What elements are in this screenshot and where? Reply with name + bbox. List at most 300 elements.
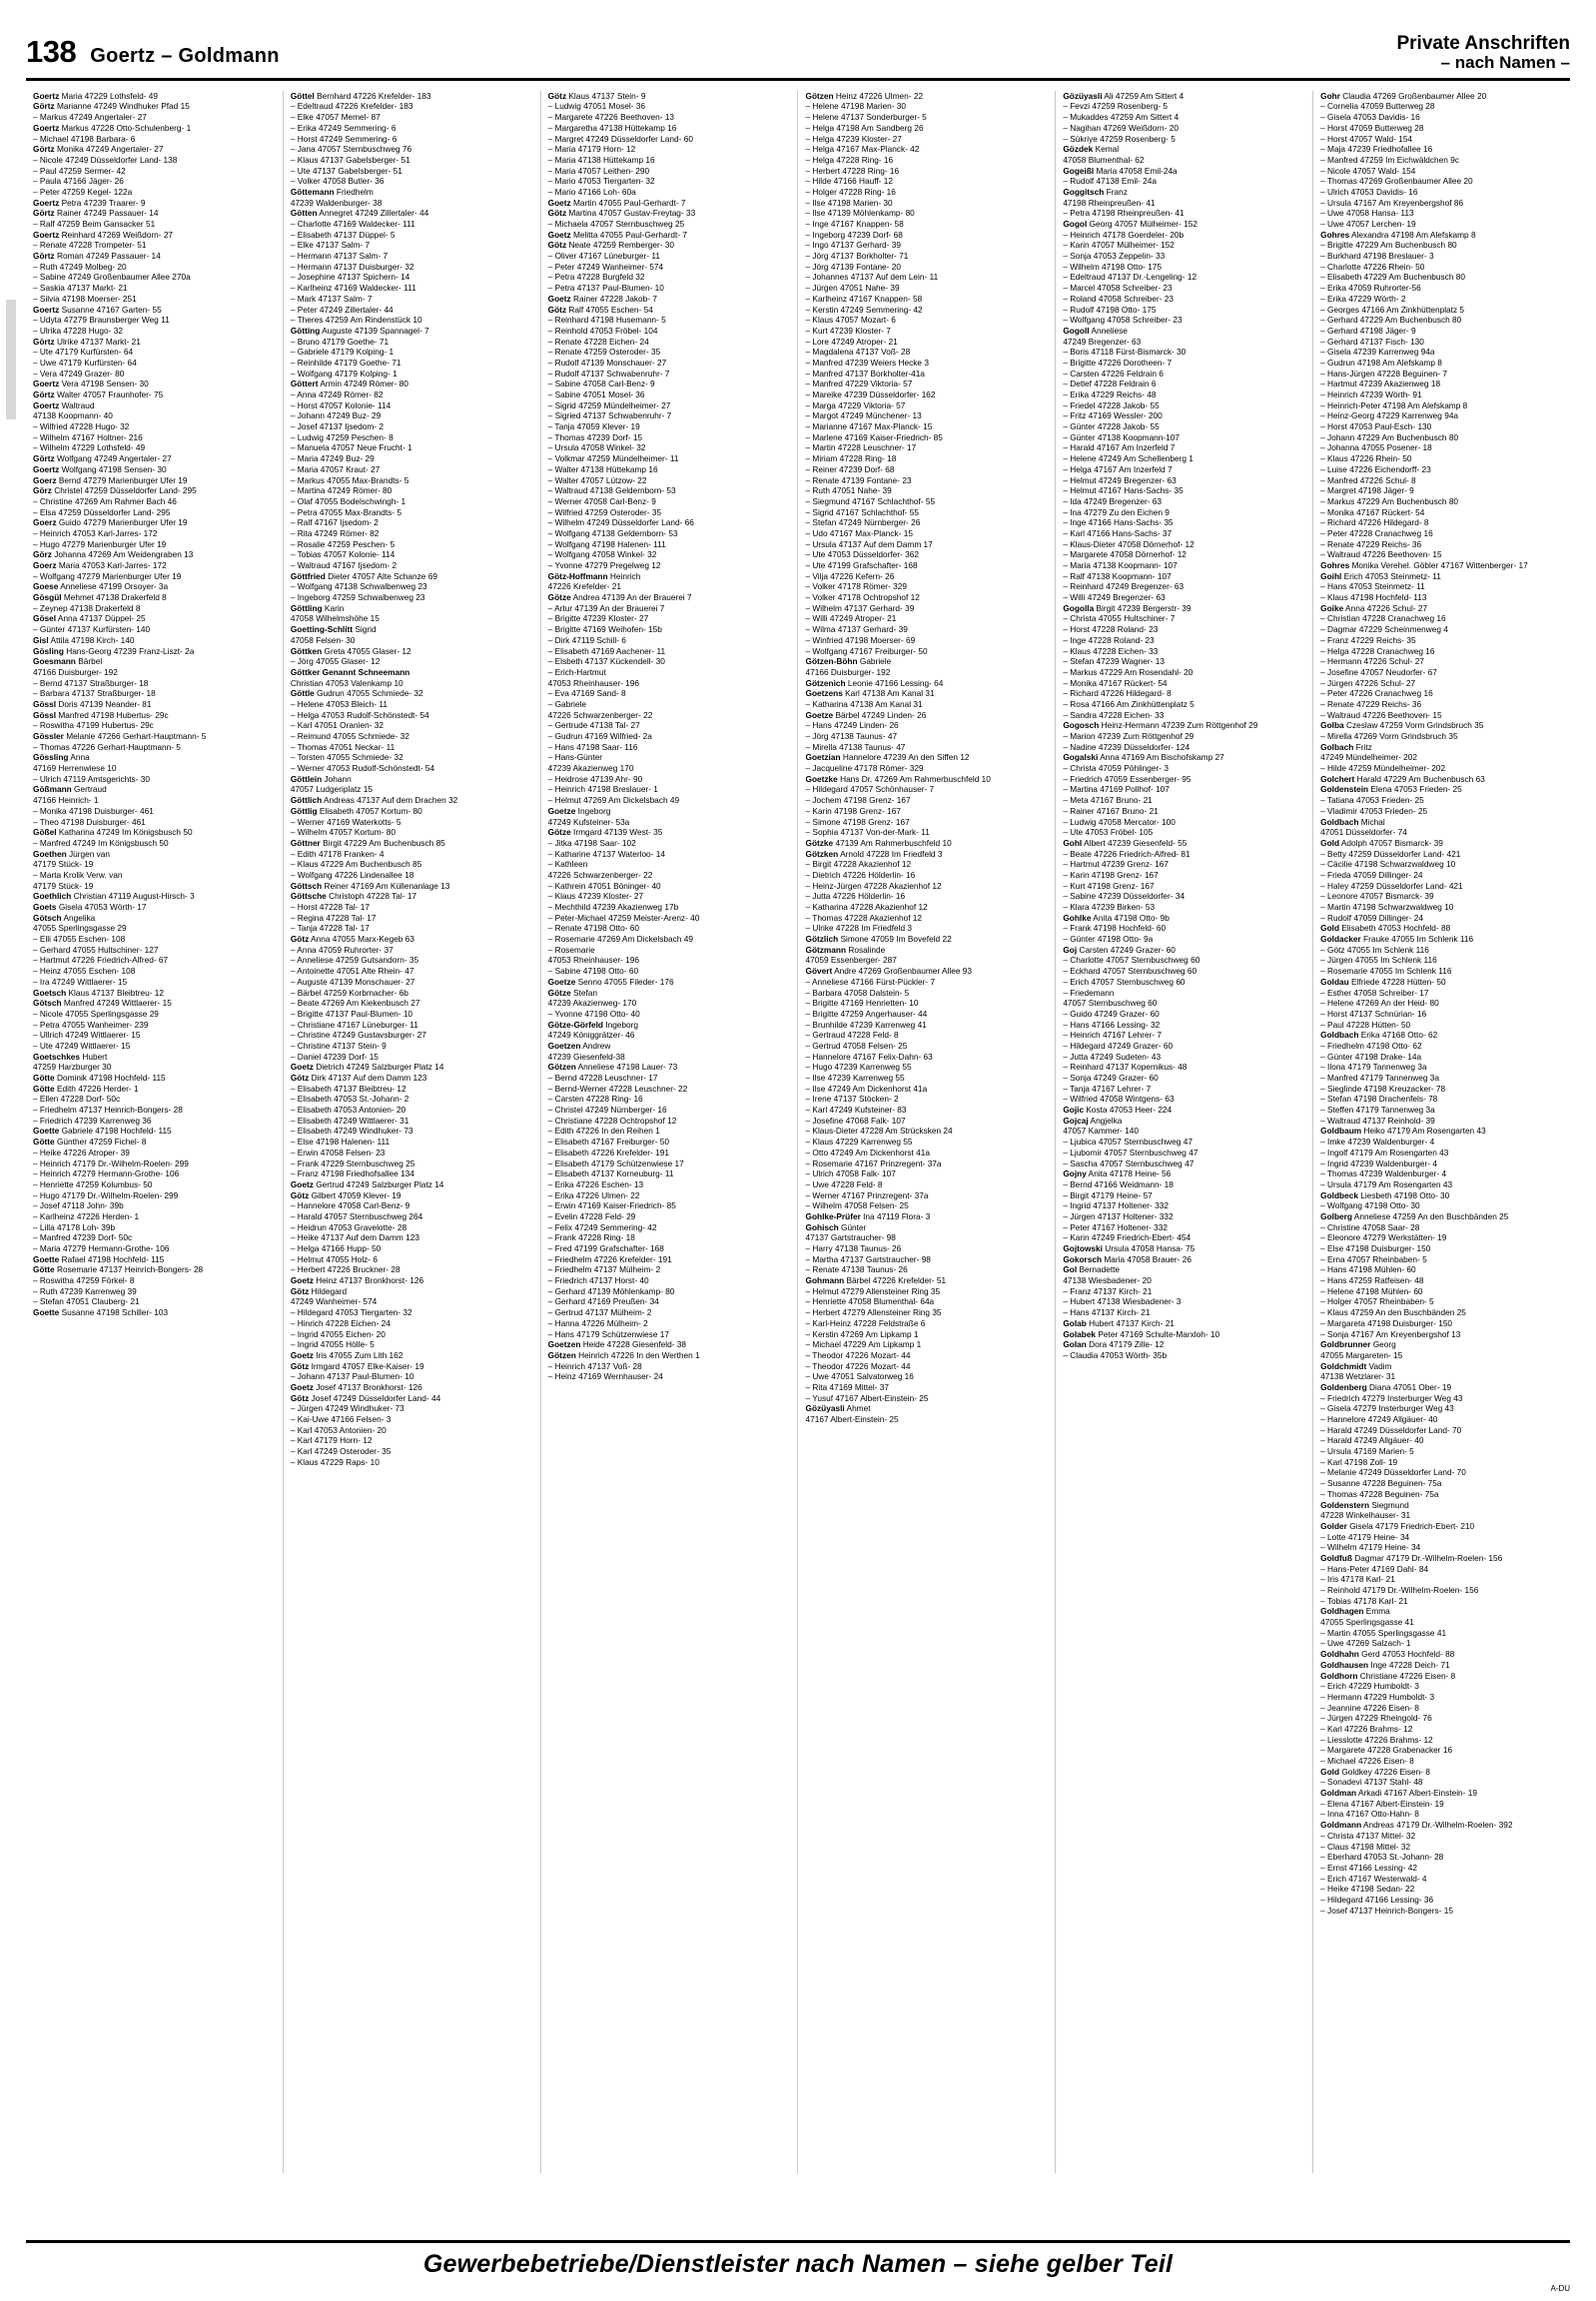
directory-entry: – Christine 47058 Saar- 28 [1320, 1221, 1420, 1232]
directory-entry: 47051 Düsseldorfer- 74 [1320, 827, 1407, 838]
directory-entry: – Tanja 47167 Lehrer- 7 [1063, 1083, 1152, 1094]
directory-entry: – Reinhard 47137 Kopernikus- 48 [1063, 1062, 1188, 1073]
directory-entry: – Nagihan 47269 Weißdorn- 20 [1063, 122, 1179, 133]
directory-entry: – Klaus 47198 Hochfeld- 113 [1320, 592, 1427, 603]
directory-entry: – Edith 47178 Franken- 4 [290, 848, 385, 859]
directory-entry: Gojny Anita 47178 Heine- 56 [1063, 1168, 1172, 1179]
directory-entry: Goertz Maria 47229 Lothsfeld- 49 [33, 90, 158, 101]
directory-entry: – Renate 47198 Otto- 60 [547, 923, 639, 934]
directory-entry: Gisl Attila 47198 Kirch- 140 [33, 634, 135, 645]
directory-entry: Gol Bernadette [1063, 1264, 1121, 1275]
directory-entry: – Helene 47137 Sonderburger- 5 [805, 112, 927, 123]
directory-entry: Goethlich Christian 47119 August-Hirsch- 3 [33, 891, 195, 902]
directory-entry: – Jürgen 47249 Windhuker- 73 [290, 1403, 404, 1414]
directory-entry: – Wolfgang 47138 Schwalbenweg 23 [290, 581, 427, 592]
directory-entry: – Jürgen 47229 Rheingold- 76 [1320, 1713, 1432, 1724]
directory-entry: – Wilhelm 47058 Felsen- 25 [805, 1200, 909, 1211]
directory-entry: – Maria 47057 Leithen- 290 [547, 165, 650, 176]
directory-entry: – Franz 47198 Friedhofsallee 134 [290, 1168, 414, 1179]
directory-entry: Gözdek Kemal [1063, 144, 1120, 155]
directory-entry: Göttner Birgit 47229 Am Buchenbusch 85 [290, 837, 445, 848]
directory-entry: Götsch Angelika [33, 912, 96, 923]
directory-entry: Göttle Gudrun 47055 Schmiede- 32 [290, 688, 423, 699]
directory-entry: Goetz Heinz 47137 Bronkhorst- 126 [290, 1275, 424, 1286]
directory-entry: – Thomas 47051 Neckar- 11 [290, 741, 396, 752]
directory-entry: – Martin 47198 Schwarzwaldweg 10 [1320, 902, 1454, 913]
directory-entry: – Jochem 47198 Grenz- 167 [805, 795, 911, 806]
directory-entry: – Anneliese 47259 Gutsandorn- 35 [290, 955, 419, 966]
directory-entry: – Karin 47198 Grenz- 167 [1063, 869, 1159, 880]
directory-entry: 47166 Duisburger- 192 [805, 666, 891, 677]
directory-entry: – Hermann 47229 Humboldt- 3 [1320, 1691, 1435, 1702]
directory-entry: – Waltraud 47137 Reinhold- 39 [1320, 1115, 1435, 1126]
directory-entry: – Tobias 47178 Karl- 21 [1320, 1595, 1408, 1606]
directory-entry: – Johann 47249 Buz- 29 [290, 410, 382, 421]
directory-entry: – Christa 47055 Hultschiner- 7 [1063, 613, 1176, 624]
directory-entry: Gößmann Gertraud [33, 784, 107, 795]
directory-entry: – Margret 47249 Düsseldorfer Land- 60 [547, 133, 693, 144]
directory-entry: – Birgit 47179 Heine- 57 [1063, 1189, 1153, 1200]
directory-entry: Goetzian Hannelore 47239 An den Siffen 12 [805, 752, 970, 763]
directory-entry: – Heike 47137 Auf dem Damm 123 [290, 1232, 419, 1243]
directory-entry: – Josef 47118 John- 39b [33, 1200, 124, 1211]
footer-code: A-DU [1550, 2284, 1570, 2293]
directory-entry: – Brigitte 47239 Kloster- 27 [547, 613, 649, 624]
directory-entry: – Helmut 47055 Holz- 6 [290, 1253, 378, 1264]
directory-entry: – Hartmut 47239 Akazienweg 18 [1320, 379, 1441, 389]
directory-entry: – Winfried 47198 Moerser- 69 [805, 634, 916, 645]
directory-entry: – Rudolf 47137 Schwabenruhr- 7 [547, 368, 670, 379]
directory-entry: Goetz Dietrich 47249 Salzburger Platz 14 [290, 1062, 444, 1073]
header-right [1396, 34, 1570, 72]
directory-entry: – Volkmar 47259 Mündelheimer- 11 [547, 453, 679, 464]
directory-entry: – Hans 47198 Saar- 116 [547, 741, 638, 752]
directory-entry: Goertz Reinhard 47269 Weißdorn- 27 [33, 229, 174, 240]
directory-entry: – Udyta 47279 Braunsberger Weg 11 [33, 315, 170, 326]
directory-entry: Göttemann Friedhelm [290, 186, 374, 197]
directory-entry: – Horst 47137 Schnürian- 16 [1320, 1008, 1427, 1019]
directory-entry: Goetting-Schlitt Sigrid [290, 624, 377, 635]
directory-entry: – Manfred 47229 Viktoria- 57 [805, 379, 913, 389]
directory-entry: – Brunhilde 47239 Karrenweg 41 [805, 1019, 927, 1030]
directory-entry: Goette Gabriele 47198 Hochfeld- 115 [33, 1126, 172, 1137]
directory-entry: Golba Czeslaw 47259 Vorm Grindsbruch 35 [1320, 720, 1484, 731]
directory-entry: – Martin 47228 Leuschner- 17 [805, 442, 917, 453]
directory-entry: Goldchmidt Vadim [1320, 1360, 1392, 1371]
directory-entry: Gösling Hans-Georg 47239 Franz-Liszt- 2a [33, 645, 195, 656]
directory-entry: – Helga 47167 Max-Planck- 42 [805, 144, 920, 155]
directory-entry: 47058 Felsen- 30 [290, 634, 356, 645]
directory-entry: Goethen Jürgen van [33, 848, 111, 859]
directory-entry: – Margaretha 47138 Hüttekamp 16 [547, 122, 677, 133]
directory-entry: Golchert Harald 47229 Am Buchenbusch 63 [1320, 773, 1485, 784]
directory-entry: – Elke 47137 Salm- 7 [290, 240, 371, 251]
directory-entry: Gogoll Anneliese [1063, 325, 1128, 336]
directory-entry: – Werner 47058 Carl-Benz- 9 [547, 495, 656, 506]
directory-entry: Goetze Senno 47055 Fileder- 176 [547, 976, 674, 987]
directory-entry: – Erich-Hartmut [547, 666, 606, 677]
directory-entry: – Michael 47226 Eisen- 8 [1320, 1756, 1414, 1767]
directory-entry: Götz Neate 47259 Remberger- 30 [547, 240, 675, 251]
directory-entry: – Martha 47137 Gartstraucher- 98 [805, 1253, 931, 1264]
directory-entry: – Renate 47229 Reichs- 36 [1320, 698, 1422, 709]
directory-entry: Göttling Karin [290, 602, 345, 613]
directory-entry: – Reiner 47239 Dorf- 68 [805, 463, 895, 474]
directory-entry: – Paula 47166 Jäger- 26 [33, 176, 124, 187]
directory-entry: Goldhausen Inge 47228 Deich- 71 [1320, 1659, 1450, 1670]
directory-entry: – Eleonore 47279 Werkstätten- 19 [1320, 1232, 1447, 1243]
directory-entry: – Ulrike 47228 Im Friedfeld 3 [805, 923, 913, 934]
directory-entry: – Edith 47226 In den Reihen 1 [547, 1126, 660, 1137]
directory-entry: – Waltraud 47138 Geldernborn- 53 [547, 485, 676, 496]
directory-entry: – Günter 47138 Koopmann-107 [1063, 431, 1181, 442]
directory-entry: – Volker 47058 Butler- 36 [290, 176, 385, 187]
directory-entry: – Petra 47055 Max-Brandts- 5 [290, 506, 401, 517]
directory-entry: – Evelin 47228 Feld- 29 [547, 1210, 636, 1221]
directory-entry: – Elisabeth 47249 Windhuker- 73 [290, 1126, 413, 1137]
directory-entry: – Martin 47055 Sperlingsgasse 41 [1320, 1627, 1447, 1638]
directory-entry: – Sonja 47167 Am Kreyenbergshof 13 [1320, 1328, 1461, 1339]
directory-entry: – Ute 47199 Grafschafter- 168 [805, 560, 918, 571]
directory-entry: – Tanja 47228 Tal- 17 [290, 923, 370, 934]
directory-entry: Goldman Arkadi 47167 Albert-Einstein- 19 [1320, 1788, 1477, 1799]
directory-entry: – Beate 47269 Am Kiekenbusch 27 [290, 998, 420, 1009]
directory-entry: – Anneliese 47166 Fürst-Pückler- 7 [805, 976, 936, 987]
directory-entry: – Henriette 47058 Blumenthal- 64a [805, 1296, 935, 1307]
directory-entry: – Claudia 47053 Wörth- 35b [1063, 1349, 1168, 1360]
directory-entry: – Wolfgang 47198 Halenen- 111 [547, 538, 666, 549]
directory-entry: – Christiane 47228 Ochtropshof 12 [547, 1115, 677, 1126]
directory-entry: – Ursula 47167 Am Kreyenbergshof 86 [1320, 197, 1464, 208]
directory-entry: Golabek Peter 47169 Schulte-Marxloh- 10 [1063, 1328, 1220, 1339]
directory-entry: – Elisabeth 47169 Aachener- 11 [547, 645, 666, 656]
directory-entry: 47138 Koopmann- 40 [33, 410, 113, 421]
directory-entry: Göttlig Elisabeth 47057 Kortum- 80 [290, 805, 422, 816]
directory-entry: – Reinhold 47053 Fröbel- 104 [547, 325, 658, 336]
directory-entry: – Hans 47259 Ratfeisen- 48 [1320, 1275, 1424, 1286]
directory-entry: – Gerhard 47055 Hultschiner- 127 [33, 944, 159, 955]
directory-entry: – Oliver 47167 Lüneburger- 11 [547, 251, 661, 262]
directory-entry: Goertz Waltraud [33, 399, 95, 410]
directory-entry: – Heinrich 47239 Wörth- 91 [1320, 389, 1422, 400]
directory-entry: – Bernd 47228 Leuschner- 17 [547, 1073, 658, 1084]
directory-entry: 47226 Schwarzenberger- 22 [547, 869, 653, 880]
directory-entry: – Melanie 47249 Düsseldorfer Land- 70 [1320, 1467, 1466, 1478]
directory-entry: Goertz Vera 47198 Sensen- 30 [33, 379, 149, 389]
directory-entry: – Günter 47198 Drake- 14a [1320, 1051, 1422, 1062]
directory-entry: – Götz 47055 Im Schlenk 116 [1320, 944, 1429, 955]
directory-entry: – Erwin 47058 Felsen- 23 [290, 1147, 386, 1157]
directory-entry: – Herbert 47279 Allensteiner Ring 35 [805, 1307, 942, 1318]
directory-entry: – Jutta 47249 Sudeten- 43 [1063, 1051, 1162, 1062]
directory-entry: – Maria 47249 Buz- 29 [290, 453, 375, 464]
directory-entry: – Yvonne 47279 Pregelweg 12 [547, 560, 661, 571]
directory-entry: – Uwe 47228 Feld- 8 [805, 1178, 883, 1189]
directory-entry: – Klaus 47057 Mozart- 6 [805, 315, 896, 326]
directory-entry: Götz Klaus 47137 Stein- 9 [547, 90, 646, 101]
directory-entry: 47057 Sternbuschweg 60 [1063, 998, 1158, 1009]
directory-entry: – Ursula 47179 Am Rosengarten 43 [1320, 1178, 1453, 1189]
directory-entry: – Wilhelm 47167 Holtner- 216 [33, 431, 143, 442]
directory-entry: – Gerhard 47229 Am Buchenbusch 80 [1320, 315, 1462, 326]
directory-entry: – Jana 47057 Sternbuschweg 76 [290, 144, 412, 155]
directory-entry: Gohisch Günter [805, 1221, 867, 1232]
directory-entry: Gössl Doris 47139 Neander- 81 [33, 698, 152, 709]
directory-entry: – Heinz 47055 Eschen- 108 [33, 966, 136, 977]
directory-entry: – Silvia 47198 Moerser- 251 [33, 293, 137, 304]
directory-entry: – Gerhard 47198 Jäger- 9 [1320, 325, 1416, 336]
directory-entry: Görtz Monika 47249 Angertaler- 27 [33, 144, 164, 155]
directory-entry: – Erika 47226 Eschen- 13 [547, 1178, 644, 1189]
directory-entry: – Elisabeth 47229 Am Buchenbusch 80 [1320, 272, 1465, 283]
directory-entry: – Mareike 47239 Düsseldorfer- 162 [805, 389, 936, 400]
directory-entry: – Ingo 47137 Gerhard- 39 [805, 240, 901, 251]
directory-entry: – Helene 47198 Marien- 30 [805, 101, 907, 112]
directory-entry: – Ulrich 47119 Amtsgerichts- 30 [33, 773, 150, 784]
directory-entry: – Stefan 47051 Clauberg- 21 [33, 1296, 140, 1307]
directory-entry: – Theo 47198 Duisburger- 461 [33, 816, 146, 827]
directory-entry: – Petra 47198 Rheinpreußen- 41 [1063, 208, 1185, 219]
directory-entry: – Thomas 47239 Waldenburger- 4 [1320, 1168, 1447, 1179]
directory-entry: – Klaus 47137 Gabelsberger- 51 [290, 154, 410, 165]
directory-entry: – Heinrich-Peter 47198 Am Alefskamp 8 [1320, 399, 1468, 410]
directory-entry: – Mirella 47138 Taunus- 47 [805, 741, 906, 752]
directory-entry: – Erich 47167 Westerwald- 4 [1320, 1873, 1427, 1884]
directory-entry: – Katharina 47228 Akazienhof 12 [805, 902, 928, 913]
directory-entry: Goetze Bärbel 47249 Linden- 26 [805, 709, 927, 720]
directory-entry: – Marta Krolik Verw. van [33, 869, 123, 880]
directory-entry: 47138 Wiesbadener- 20 [1063, 1275, 1152, 1286]
directory-entry: – Ute 47179 Kurfürsten- 64 [33, 347, 134, 358]
directory-entry: – Erika 47059 Ruhrorter-56 [1320, 283, 1421, 294]
directory-entry: – Volker 47178 Römer- 329 [805, 581, 907, 592]
directory-entry: – Heidrun 47053 Gravelotte- 28 [290, 1221, 407, 1232]
directory-entry: – Yvonne 47198 Otto- 40 [547, 1008, 640, 1019]
directory-entry: – Karin 47198 Grenz- 167 [805, 805, 901, 816]
directory-entry: – Frank 47198 Hochfeld- 60 [1063, 923, 1167, 934]
directory-entry: – Peter-Michael 47259 Meister-Arenz- 40 [547, 912, 700, 923]
directory-entry: – Hubert 47138 Wiesbadener- 3 [1063, 1296, 1182, 1307]
directory-entry: – Peter 47259 Kegel- 122a [33, 186, 133, 197]
directory-entry: – Harald 47057 Sternbuschweg 264 [290, 1210, 423, 1221]
directory-entry: – Heinrich 47179 Dr.-Wilhelm-Roelen- 299 [33, 1157, 189, 1168]
header-name-range: Goertz – Goldmann [90, 45, 280, 67]
directory-entry: – Waltraud 47226 Beethoven- 15 [1320, 549, 1442, 560]
directory-entry: 47166 Duisburger- 192 [33, 666, 118, 677]
directory-entry: – Rainer 47167 Bruno- 21 [1063, 805, 1159, 816]
directory-entry: Goetzen Heide 47228 Giesenfeld- 38 [547, 1339, 687, 1350]
directory-entry: – Artur 47139 An der Brauerei 7 [547, 602, 665, 613]
directory-entry: – Wilhelm 47137 Gerhard- 39 [805, 602, 915, 613]
directory-entry: – Renate 47138 Taunus- 26 [805, 1264, 908, 1275]
directory-entry: – Johann 47137 Paul-Blumen- 10 [290, 1371, 414, 1382]
directory-entry: – Horst 47228 Tal- 17 [290, 902, 371, 913]
directory-entry: 47228 Winkelhauser- 31 [1320, 1510, 1411, 1521]
directory-entry: – Margot 47249 Münchener- 13 [805, 410, 922, 421]
directory-entry: – Ulrich 47058 Falk- 107 [805, 1168, 896, 1179]
directory-entry: Götting Auguste 47139 Spannagel- 7 [290, 325, 429, 336]
directory-entry: – Mechthild 47239 Akazienweg 17b [547, 902, 679, 913]
directory-entry: Goetze Ingeborg [547, 805, 611, 816]
directory-entry: – Thomas 47228 Beguinen- 75a [1320, 1488, 1439, 1499]
directory-entry: – Helga 47239 Kloster- 27 [805, 133, 902, 144]
directory-entry: – Gertrud 47058 Felsen- 25 [805, 1040, 908, 1051]
directory-entry: – Hannelore 47058 Carl-Benz- 9 [290, 1200, 410, 1211]
directory-entry: – Hermann 47226 Schul- 27 [1320, 656, 1424, 667]
directory-entry: – Miriam 47228 Ring- 18 [805, 453, 897, 464]
directory-entry: 47166 Heinrich- 1 [33, 795, 99, 806]
directory-entry: – Werner 47053 Rudolf-Schönstedt- 54 [290, 763, 435, 774]
directory-entry: – Claus 47198 Mittel- 32 [1320, 1841, 1411, 1852]
directory-entry: – Roswitha 47199 Hubertus- 29c [33, 720, 154, 731]
directory-entry: – Johannes 47137 Auf dem Lein- 11 [805, 272, 939, 283]
directory-entry: – Waltraud 47167 Ijsedom- 2 [290, 560, 398, 571]
directory-entry: – Liesslotte 47226 Brahms- 12 [1320, 1734, 1433, 1745]
directory-entry: – Ursula 47137 Auf dem Damm 17 [805, 538, 933, 549]
directory-entry: – Hildegard 47166 Lessing- 36 [1320, 1894, 1434, 1905]
directory-entry: – Thomas 47239 Dorf- 15 [547, 431, 643, 442]
directory-column [540, 91, 798, 2173]
directory-entry: Goetz Iris 47055 Zum Lith 162 [290, 1349, 403, 1360]
directory-entry: Götze Stefan [547, 987, 598, 998]
directory-entry: – Renate 47228 Eichen- 24 [547, 336, 649, 347]
directory-entry: 47053 Rheinhauser- 196 [547, 677, 639, 688]
directory-entry: Gohlke Anita 47198 Otto- 9b [1063, 912, 1170, 923]
directory-entry: Gold Adolph 47057 Bismarck- 39 [1320, 837, 1443, 848]
directory-entry: – Friedrich 47279 Insterburger Weg 43 [1320, 1392, 1463, 1403]
directory-entry: – Eberhard 47053 St.-Johann- 28 [1320, 1852, 1444, 1863]
directory-entry: Goertz Markus 47228 Otto-Schulenberg- 1 [33, 122, 192, 133]
directory-entry: Golab Hubert 47137 Kirch- 21 [1063, 1317, 1175, 1328]
directory-entry: – Marga 47229 Viktoria- 57 [805, 399, 906, 410]
footer-note: Gewerbebetriebe/Dienstleister nach Namen – siehe gelber Teil [422, 2250, 1174, 2278]
directory-entry: – Marlene 47169 Kaiser-Friedrich- 85 [805, 431, 943, 442]
directory-entry: – Helga 47166 Hupp- 50 [290, 1243, 382, 1254]
directory-entry: – Ilse 47198 Marien- 30 [805, 197, 893, 208]
directory-entry: – Nicole 47249 Düsseldorfer Land- 138 [33, 154, 178, 165]
directory-entry: Goldenberg Diana 47051 Ober- 19 [1320, 1381, 1452, 1392]
directory-entry: Görz Johanna 47269 Am Weidengraben 13 [33, 549, 194, 560]
directory-entry: – Manfred 47239 Weiers Hecke 3 [805, 357, 929, 368]
directory-entry: – Dagmar 47229 Scheinmenweg 4 [1320, 624, 1448, 635]
directory-entry: Göttlein Johann [290, 773, 352, 784]
directory-entry: Gohlke-Prüfer Ina 47119 Flora- 3 [805, 1210, 931, 1221]
directory-entry: – Karl 47179 Horn- 12 [290, 1435, 373, 1446]
directory-entry: Gold Elisabeth 47053 Hochfeld- 88 [1320, 923, 1451, 934]
directory-entry: Görtz Roman 47249 Passauer- 14 [33, 251, 161, 262]
directory-entry: – Cäcilie 47198 Schwarzwaldweg 10 [1320, 859, 1456, 870]
directory-entry: – Paul 47259 Sermer- 42 [33, 165, 126, 176]
directory-entry: – Burkhard 47198 Breslauer- 3 [1320, 251, 1434, 262]
directory-entry: – Erika 47249 Semmering- 6 [290, 122, 397, 133]
directory-entry: – Paul 47228 Hütten- 50 [1320, 1019, 1411, 1030]
directory-entry: Götte Edith 47226 Herder- 1 [33, 1083, 139, 1094]
directory-entry: – Thomas 47226 Gerhart-Hauptmann- 5 [33, 741, 181, 752]
directory-entry: Goldenstein Elena 47053 Frieden- 25 [1320, 784, 1462, 795]
directory-entry: – Sascha 47057 Sternbuschweg 47 [1063, 1157, 1195, 1168]
directory-entry: Götzen Heinz 47226 Ulmen- 22 [805, 90, 924, 101]
directory-entry: – Jörg 47137 Borkholter- 71 [805, 251, 909, 262]
directory-entry: – Helene 47269 An der Heid- 80 [1320, 998, 1439, 1009]
directory-entry: – Vera 47249 Grazer- 80 [33, 368, 125, 379]
directory-entry: – Dirk 47119 Schill- 6 [547, 634, 626, 645]
directory-entry: – Guido 47249 Grazer- 60 [1063, 1008, 1160, 1019]
directory-entry: – Siegmund 47167 Schlachthof- 55 [805, 495, 936, 506]
directory-entry: Gojtowski Ursula 47058 Hansa- 75 [1063, 1243, 1196, 1254]
directory-entry: – Franz 47229 Reichs- 35 [1320, 634, 1416, 645]
directory-entry: – Ralf 47259 Beim Gansacker 51 [33, 219, 156, 230]
directory-entry: – Gudrun 47198 Am Alefskamp 8 [1320, 357, 1442, 368]
directory-entry: 47249 Königgrätzer- 46 [547, 1030, 635, 1041]
directory-entry: – Brigitte 47169 Henrietten- 10 [805, 998, 919, 1009]
directory-entry: Goldbrunner Georg [1320, 1339, 1396, 1350]
directory-entry: – Bruno 47179 Goethe- 71 [290, 336, 390, 347]
directory-entry: – Friedrich 47137 Horst- 40 [547, 1275, 649, 1286]
directory-entry: – Stefan 47249 Nürnberger- 26 [805, 517, 921, 528]
directory-entry: – Gertrud 47137 Mülheim- 2 [547, 1307, 652, 1318]
directory-entry: Gözüyasli Ali 47259 Am Sittert 4 [1063, 90, 1185, 101]
directory-entry: – Sonja 47249 Grazer- 60 [1063, 1073, 1159, 1084]
directory-entry: – Frank 47229 Sternbuschweg 25 [290, 1157, 415, 1168]
directory-entry: – Ute 47137 Gabelsberger- 51 [290, 165, 402, 176]
directory-entry: Gokorsch Maria 47058 Brauer- 26 [1063, 1253, 1192, 1264]
directory-entry: Götz-Hoffmann Heinrich [547, 570, 641, 581]
directory-entry: – Erna 47057 Rheinbaben- 5 [1320, 1253, 1427, 1264]
directory-entry: Goldenstern Siegmund [1320, 1499, 1409, 1510]
directory-entry: – Anna 47249 Römer- 82 [290, 389, 384, 400]
directory-entry: – Sigrid 47259 Mündelheimer- 27 [547, 399, 671, 410]
directory-entry: – Wilhelm 47057 Kortum- 80 [290, 827, 396, 838]
directory-entry: – Hugo 47179 Dr.-Wilhelm-Roelen- 299 [33, 1189, 179, 1200]
directory-entry: – Haley 47259 Düsseldorfer Land- 421 [1320, 880, 1463, 891]
directory-entry: – Uwe 47179 Kurfürsten- 64 [33, 357, 137, 368]
directory-entry: Gössler Melanie 47266 Gerhart-Hauptmann- 5 [33, 731, 207, 742]
directory-entry: Götz Josef 47249 Düsseldorfer Land- 44 [290, 1392, 441, 1403]
directory-entry: – Sonja 47053 Zeppelin- 33 [1063, 251, 1166, 262]
directory-entry: – Monika 47198 Duisburger- 461 [33, 805, 154, 816]
directory-entry: – Heidrose 47139 Ahr- 90 [547, 773, 643, 784]
directory-entry: – Nadine 47239 Düsseldorfer- 124 [1063, 741, 1191, 752]
directory-entry: – Markus 47229 Am Buchenbusch 80 [1320, 495, 1459, 506]
directory-entry: – Luise 47226 Eichendorff- 23 [1320, 463, 1431, 474]
directory-entry: Gössling Anna [33, 752, 90, 763]
directory-entry: – Karin 47249 Friedrich-Ebert- 454 [1063, 1232, 1192, 1243]
directory-entry: – Heinrich 47279 Hermann-Grothe- 106 [33, 1168, 180, 1179]
directory-entry: – Ursula 47169 Marien- 5 [1320, 1446, 1414, 1457]
directory-entry: – Sophia 47137 Von-der-Mark- 11 [805, 827, 930, 838]
directory-entry: Gohmann Bärbel 47226 Krefelder- 51 [805, 1275, 947, 1286]
directory-entry: – Michael 47198 Barbara- 6 [33, 133, 136, 144]
directory-column [797, 91, 1055, 2173]
directory-entry: – Volker 47178 Ochtropshof 12 [805, 592, 920, 603]
directory-entry: – Elisabeth 47179 Schützenwiese 17 [547, 1157, 684, 1168]
directory-entry: – Wilhelm 47229 Lothsfeld- 49 [33, 442, 146, 453]
directory-entry: – Jitka 47198 Saar- 102 [547, 837, 636, 848]
directory-entry: 47198 Rheinpreußen- 41 [1063, 197, 1156, 208]
directory-entry: – Uwe 47058 Hansa- 113 [1320, 208, 1414, 219]
directory-entry: – Reinhold 47179 Dr.-Wilhelm-Roelen- 156 [1320, 1585, 1479, 1596]
directory-entry: – Josefine 47057 Neudorfer- 67 [1320, 666, 1437, 677]
directory-entry: – Wolfgang 47167 Freiburger- 50 [805, 645, 928, 656]
directory-entry: – Karlheinz 47169 Waldecker- 111 [290, 283, 416, 294]
directory-entry: – Nicole 47055 Sperlingsgasse 29 [33, 1008, 159, 1019]
directory-entry: – Heinrich 47178 Goerdeler- 20b [1063, 229, 1185, 240]
directory-entry: 47179 Stück- 19 [33, 859, 94, 870]
directory-entry: – Hilde 47166 Hauff- 12 [805, 176, 893, 187]
directory-entry: – Rosemarie 47269 Am Dickelsbach 49 [547, 934, 693, 945]
directory-entry: – Gisela 47279 Insterburger Weg 43 [1320, 1403, 1454, 1414]
directory-entry: – Fred 47199 Grafschafter- 168 [547, 1243, 664, 1254]
